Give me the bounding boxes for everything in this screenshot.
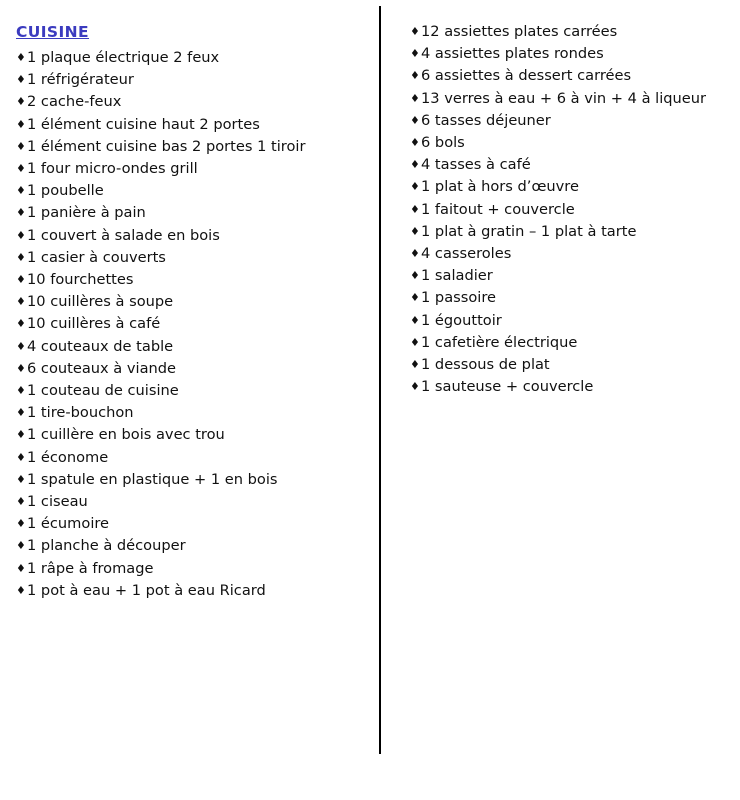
list-item xyxy=(16,180,380,202)
list-item xyxy=(410,332,740,354)
diamond-bullet-icon: ♦ xyxy=(16,250,26,264)
list-item xyxy=(410,221,740,243)
list-item xyxy=(16,580,380,602)
list-item-label: 1 couvert à salade en bois xyxy=(27,226,220,244)
list-item-label: 1 élément cuisine bas 2 portes 1 tiroir xyxy=(27,137,306,155)
list-item xyxy=(16,491,380,513)
diamond-bullet-icon: ♦ xyxy=(16,539,26,553)
list-item-label: 1 plat à hors d’œuvre xyxy=(421,178,579,196)
list-item-label: 6 assiettes à dessert carrées xyxy=(421,67,632,85)
right-column xyxy=(380,21,740,762)
list-item-label: 1 faitout + couvercle xyxy=(421,200,575,218)
diamond-bullet-icon: ♦ xyxy=(410,269,420,283)
diamond-bullet-icon: ♦ xyxy=(410,113,420,127)
diamond-bullet-icon: ♦ xyxy=(16,339,26,353)
diamond-bullet-icon: ♦ xyxy=(16,472,26,486)
list-item xyxy=(16,558,380,580)
diamond-bullet-icon: ♦ xyxy=(16,583,26,597)
diamond-bullet-icon: ♦ xyxy=(16,184,26,198)
list-item xyxy=(16,513,380,535)
list-item-label: 1 élément cuisine haut 2 portes xyxy=(27,115,260,133)
list-item-label: 1 écumoire xyxy=(27,515,110,533)
diamond-bullet-icon: ♦ xyxy=(410,158,420,172)
list-item xyxy=(410,65,740,87)
diamond-bullet-icon: ♦ xyxy=(410,47,420,61)
diamond-bullet-icon: ♦ xyxy=(16,295,26,309)
list-item-label: 1 tire-bouchon xyxy=(27,404,134,422)
list-item-label: 1 égouttoir xyxy=(421,311,502,329)
list-item xyxy=(16,158,380,180)
list-item-label: 1 casier à couverts xyxy=(27,248,166,266)
diamond-bullet-icon: ♦ xyxy=(16,228,26,242)
list-item xyxy=(410,287,740,309)
diamond-bullet-icon: ♦ xyxy=(16,139,26,153)
diamond-bullet-icon: ♦ xyxy=(410,358,420,372)
list-item xyxy=(16,136,380,158)
list-item xyxy=(410,354,740,376)
list-item xyxy=(16,469,380,491)
list-item xyxy=(410,110,740,132)
list-item xyxy=(410,154,740,176)
diamond-bullet-icon: ♦ xyxy=(410,136,420,150)
list-item-label: 4 couteaux de table xyxy=(27,337,174,355)
list-item xyxy=(16,69,380,91)
diamond-bullet-icon: ♦ xyxy=(16,384,26,398)
diamond-bullet-icon: ♦ xyxy=(410,291,420,305)
list-item-label: 1 poubelle xyxy=(27,182,104,200)
list-item-label: 1 plat à gratin – 1 plat à tarte xyxy=(421,222,637,240)
list-item xyxy=(410,243,740,265)
list-item-label: 10 fourchettes xyxy=(27,271,134,289)
list-item xyxy=(410,310,740,332)
diamond-bullet-icon: ♦ xyxy=(410,335,420,349)
diamond-bullet-icon: ♦ xyxy=(16,95,26,109)
diamond-bullet-icon: ♦ xyxy=(410,202,420,216)
list-item-label: 6 bols xyxy=(421,134,465,152)
list-item xyxy=(16,535,380,557)
diamond-bullet-icon: ♦ xyxy=(16,317,26,331)
diamond-bullet-icon: ♦ xyxy=(16,517,26,531)
list-item xyxy=(16,247,380,269)
diamond-bullet-icon: ♦ xyxy=(16,428,26,442)
section-heading-cuisine: CUISINE xyxy=(16,23,90,41)
list-item-label: 4 assiettes plates rondes xyxy=(421,45,604,63)
diamond-bullet-icon: ♦ xyxy=(16,273,26,287)
list-item xyxy=(410,88,740,110)
list-item xyxy=(410,21,740,43)
list-item-label: 1 cuillère en bois avec trou xyxy=(27,426,225,444)
list-item-label: 10 cuillères à café xyxy=(27,315,161,333)
diamond-bullet-icon: ♦ xyxy=(410,69,420,83)
diamond-bullet-icon: ♦ xyxy=(410,247,420,261)
list-item xyxy=(16,358,380,380)
left-column xyxy=(0,22,380,762)
diamond-bullet-icon: ♦ xyxy=(16,206,26,220)
list-item-label: 4 casseroles xyxy=(421,245,512,263)
diamond-bullet-icon: ♦ xyxy=(410,313,420,327)
diamond-bullet-icon: ♦ xyxy=(16,561,26,575)
list-item-label: 12 assiettes plates carrées xyxy=(421,23,618,40)
diamond-bullet-icon: ♦ xyxy=(410,380,420,394)
list-item xyxy=(410,132,740,154)
list-item-label: 6 tasses déjeuner xyxy=(421,111,551,129)
diamond-bullet-icon: ♦ xyxy=(16,73,26,87)
right-item-list xyxy=(410,21,740,398)
diamond-bullet-icon: ♦ xyxy=(16,406,26,420)
list-item-label: 1 cafetière électrique xyxy=(421,333,578,351)
list-item xyxy=(16,336,380,358)
diamond-bullet-icon: ♦ xyxy=(410,25,420,38)
list-item-label: 1 planche à découper xyxy=(27,537,186,555)
list-item xyxy=(16,91,380,113)
list-item xyxy=(410,265,740,287)
list-item xyxy=(410,199,740,221)
list-item-label: 1 saladier xyxy=(421,267,493,285)
diamond-bullet-icon: ♦ xyxy=(16,450,26,464)
list-item xyxy=(16,269,380,291)
inventory-columns xyxy=(0,22,740,762)
diamond-bullet-icon: ♦ xyxy=(16,495,26,509)
list-item-label: 1 plaque électrique 2 feux xyxy=(27,49,220,66)
list-item-label: 1 panière à pain xyxy=(27,204,146,222)
diamond-bullet-icon: ♦ xyxy=(16,51,26,64)
list-item xyxy=(410,43,740,65)
diamond-bullet-icon: ♦ xyxy=(410,180,420,194)
list-item xyxy=(16,402,380,424)
list-item xyxy=(16,380,380,402)
list-item xyxy=(16,47,380,69)
list-item-label: 1 réfrigérateur xyxy=(27,71,134,89)
list-item xyxy=(16,424,380,446)
list-item-label: 13 verres à eau + 6 à vin + 4 à liqueur xyxy=(421,89,707,107)
list-item-label: 2 cache-feux xyxy=(27,93,122,111)
list-item-label: 1 économe xyxy=(27,448,109,466)
diamond-bullet-icon: ♦ xyxy=(410,224,420,238)
list-item-label: 1 couteau de cuisine xyxy=(27,382,179,400)
list-item-label: 1 four micro-ondes grill xyxy=(27,160,198,178)
diamond-bullet-icon: ♦ xyxy=(16,162,26,176)
list-item-label: 10 cuillères à soupe xyxy=(27,293,174,311)
left-item-list xyxy=(16,47,380,602)
list-item xyxy=(16,313,380,335)
list-item-label: 1 spatule en plastique + 1 en bois xyxy=(27,470,278,488)
list-item xyxy=(16,225,380,247)
diamond-bullet-icon: ♦ xyxy=(16,117,26,131)
list-item-label: 1 sauteuse + couvercle xyxy=(421,378,594,396)
list-item-label: 1 ciseau xyxy=(27,493,88,511)
list-item xyxy=(16,291,380,313)
list-item-label: 1 pot à eau + 1 pot à eau Ricard xyxy=(27,581,266,599)
list-item-label: 6 couteaux à viande xyxy=(27,359,177,377)
list-item xyxy=(410,176,740,198)
diamond-bullet-icon: ♦ xyxy=(16,361,26,375)
list-item-label: 1 passoire xyxy=(421,289,496,307)
list-item xyxy=(410,376,740,398)
list-item-label: 1 dessous de plat xyxy=(421,356,550,374)
diamond-bullet-icon: ♦ xyxy=(410,91,420,105)
list-item xyxy=(16,447,380,469)
list-item xyxy=(16,114,380,136)
list-item-label: 4 tasses à café xyxy=(421,156,531,174)
list-item-label: 1 râpe à fromage xyxy=(27,559,154,577)
list-item xyxy=(16,202,380,224)
